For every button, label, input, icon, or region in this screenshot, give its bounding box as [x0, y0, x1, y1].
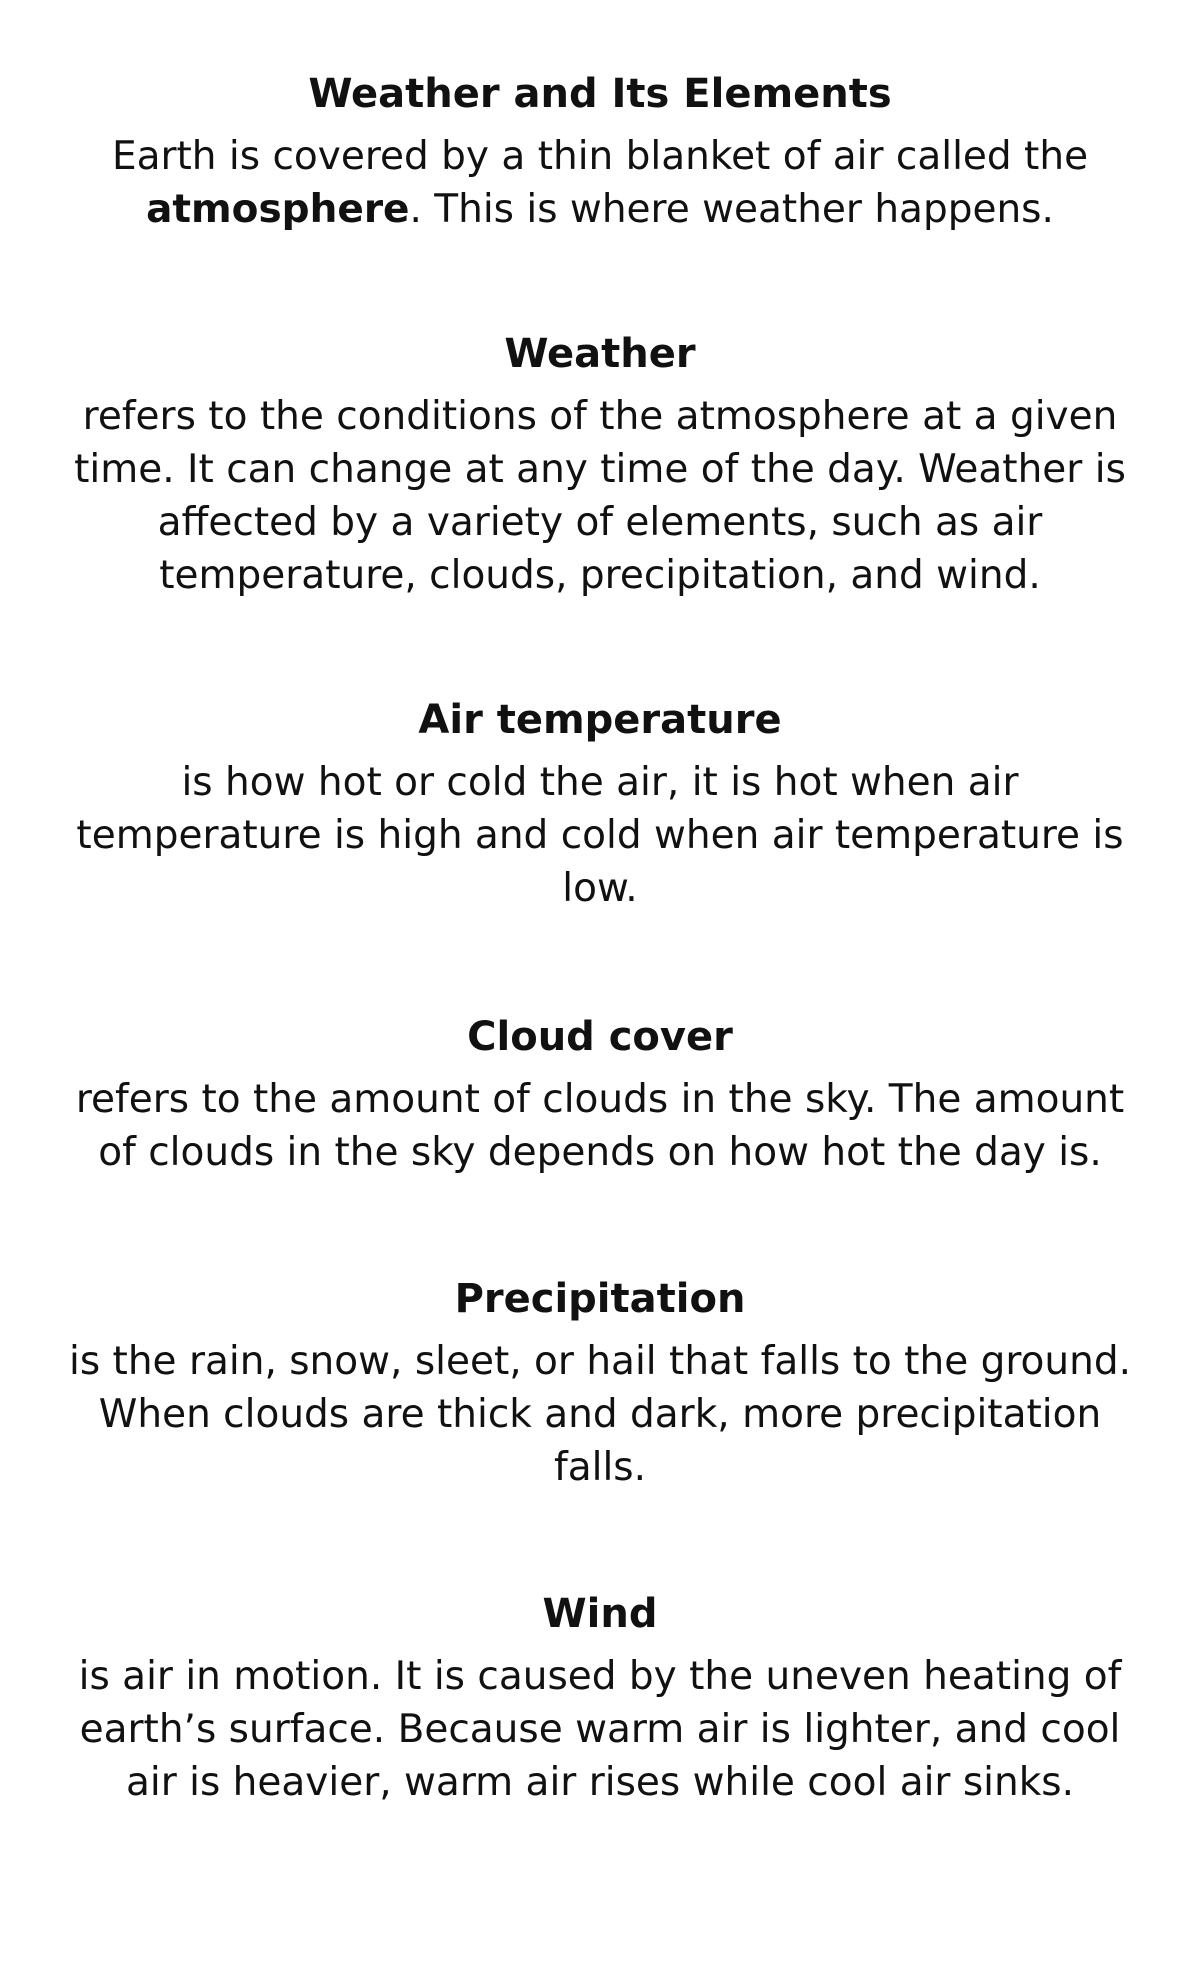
- section-text-weather: refers to the conditions of the atmosphere at a given time. It can change at any time of the day. Weather is affected by a variety of elements, such as air temperature, clouds, precipitation, and wind.: [74, 394, 1126, 598]
- intro-text-start: Earth is covered by a thin blanket of air called the: [111, 134, 1089, 179]
- document-title: Weather and Its Elements: [308, 71, 892, 117]
- section-heading-cloud-cover: Cloud cover: [467, 1014, 733, 1060]
- section-heading-wind: Wind: [542, 1591, 658, 1637]
- document-page: [60, 64, 1140, 1809]
- section-wind: [60, 1586, 1140, 1809]
- section-text-cloud-cover: refers to the amount of clouds in the sky. The amount of clouds in the sky depends on how hot the day is.: [75, 1077, 1125, 1175]
- section-heading-weather: Weather: [504, 331, 696, 377]
- intro-text-end: . This is where weather happens.: [409, 187, 1054, 232]
- section-text-wind: is air in motion. It is caused by the uneven heating of earth’s surface. Because warm air is lighter, and cool air is heavier, warm air rises while cool air sinks.: [78, 1654, 1122, 1805]
- section-heading-air-temperature: Air temperature: [418, 697, 782, 743]
- section-precipitation: [60, 1271, 1140, 1494]
- section-cloud-cover: [60, 1009, 1140, 1179]
- section-weather: [60, 326, 1140, 602]
- intro-bold-term: atmosphere: [146, 187, 410, 232]
- section-text-air-temperature: is how hot or cold the air, it is hot when air temperature is high and cold when air temperature is low.: [76, 760, 1124, 911]
- intro-paragraph: [60, 130, 1140, 236]
- section-heading-precipitation: Precipitation: [454, 1276, 746, 1322]
- section-text-precipitation: is the rain, snow, sleet, or hail that falls to the ground. When clouds are thick and dark, more precipitation falls.: [69, 1339, 1131, 1490]
- section-air-temperature: [60, 692, 1140, 915]
